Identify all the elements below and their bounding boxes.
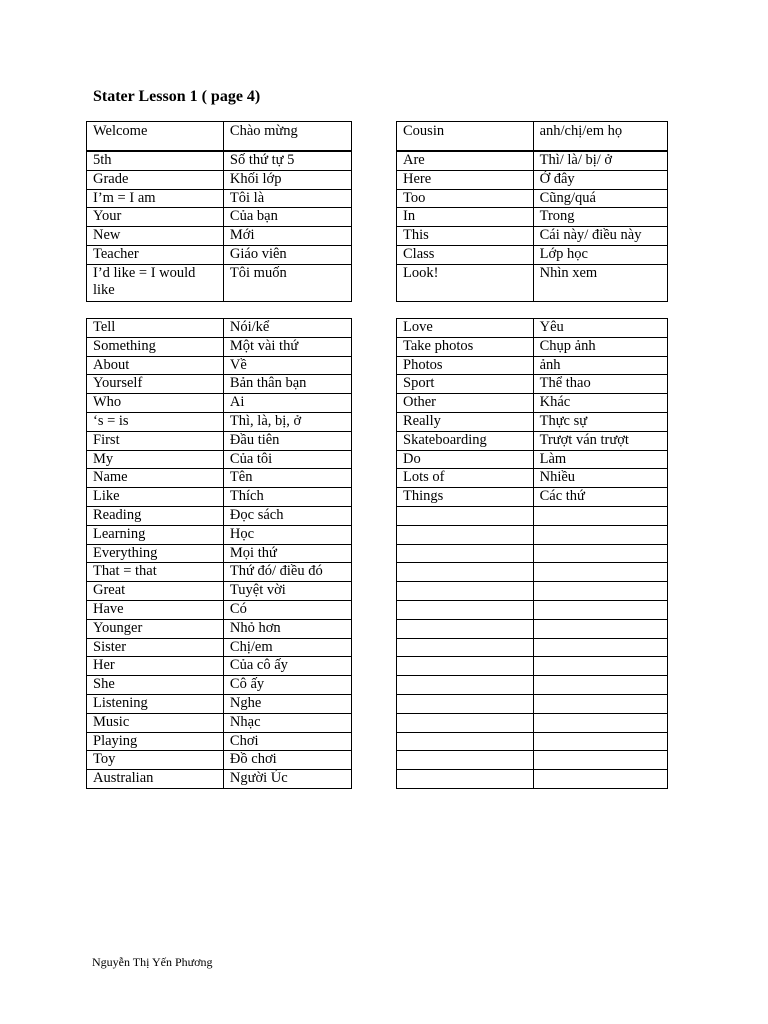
english-word-cell: Lots of — [397, 469, 534, 488]
english-word-cell: Too — [397, 189, 534, 208]
table-row — [87, 619, 352, 638]
vietnamese-meaning-cell: Khối lớp — [223, 170, 351, 189]
english-word-cell: Things — [397, 488, 534, 507]
english-word-cell: Who — [87, 394, 224, 413]
table-row — [397, 638, 668, 657]
vietnamese-meaning-cell — [533, 732, 667, 751]
vietnamese-meaning-cell: Thứ đó/ điều đó — [223, 563, 351, 582]
vietnamese-meaning-cell: Giáo viên — [223, 245, 351, 264]
english-word-cell — [397, 732, 534, 751]
vietnamese-meaning-cell: Tôi muốn — [223, 264, 351, 301]
english-word-cell: Do — [397, 450, 534, 469]
table-row — [397, 713, 668, 732]
vietnamese-meaning-cell: Yêu — [533, 319, 667, 338]
table-row — [87, 122, 352, 152]
table-row — [87, 412, 352, 431]
vietnamese-meaning-cell: ảnh — [533, 356, 667, 375]
vietnamese-meaning-cell: Chị/em — [223, 638, 351, 657]
vietnamese-meaning-cell: Đọc sách — [223, 506, 351, 525]
english-word-cell: My — [87, 450, 224, 469]
vietnamese-meaning-cell: Tuyệt vời — [223, 582, 351, 601]
table-row — [87, 657, 352, 676]
vietnamese-meaning-cell: Nhiều — [533, 469, 667, 488]
table-row — [87, 151, 352, 170]
table-row — [87, 227, 352, 246]
english-word-cell: Are — [397, 151, 534, 170]
english-word-cell: Australian — [87, 770, 224, 789]
vietnamese-meaning-cell — [533, 600, 667, 619]
table-row — [397, 170, 668, 189]
vietnamese-meaning-cell: Trượt ván trượt — [533, 431, 667, 450]
vietnamese-meaning-cell: Ở đây — [533, 170, 667, 189]
table-row — [397, 431, 668, 450]
english-word-cell: Take photos — [397, 337, 534, 356]
english-word-cell — [397, 713, 534, 732]
english-word-cell: Learning — [87, 525, 224, 544]
vietnamese-meaning-cell — [533, 563, 667, 582]
english-word-cell: Here — [397, 170, 534, 189]
vietnamese-meaning-cell: Mọi thứ — [223, 544, 351, 563]
table-row — [397, 770, 668, 789]
english-word-cell — [397, 600, 534, 619]
vietnamese-meaning-cell: Thích — [223, 488, 351, 507]
table-row — [397, 469, 668, 488]
vietnamese-meaning-cell — [533, 638, 667, 657]
vietnamese-meaning-cell: Làm — [533, 450, 667, 469]
vietnamese-meaning-cell: Số thứ tự 5 — [223, 151, 351, 170]
vietnamese-meaning-cell: Cô ấy — [223, 676, 351, 695]
vietnamese-meaning-cell: Có — [223, 600, 351, 619]
table-row — [397, 582, 668, 601]
vocab-table-1-right — [396, 121, 668, 302]
vietnamese-meaning-cell: Thì/ là/ bị/ ở — [533, 151, 667, 170]
vietnamese-meaning-cell: Học — [223, 525, 351, 544]
vietnamese-meaning-cell: Nghe — [223, 694, 351, 713]
vocab-table-2-left — [86, 318, 352, 789]
vietnamese-meaning-cell: Khác — [533, 394, 667, 413]
table-row — [397, 356, 668, 375]
english-word-cell — [397, 619, 534, 638]
table-row — [397, 264, 668, 301]
english-word-cell: Cousin — [397, 122, 534, 152]
table-row — [397, 694, 668, 713]
vietnamese-meaning-cell — [533, 770, 667, 789]
table-row — [397, 732, 668, 751]
table-row — [87, 600, 352, 619]
vietnamese-meaning-cell — [533, 506, 667, 525]
table-row — [87, 638, 352, 657]
table-row — [87, 469, 352, 488]
table-row — [397, 227, 668, 246]
english-word-cell: Sport — [397, 375, 534, 394]
table-row — [397, 619, 668, 638]
table-row — [397, 657, 668, 676]
english-word-cell: Love — [397, 319, 534, 338]
table-row — [397, 337, 668, 356]
table-row — [87, 189, 352, 208]
vietnamese-meaning-cell: Thực sự — [533, 412, 667, 431]
vietnamese-meaning-cell: Chào mừng — [223, 122, 351, 152]
english-word-cell: Photos — [397, 356, 534, 375]
vietnamese-meaning-cell: Thể thao — [533, 375, 667, 394]
vietnamese-meaning-cell: Của cô ấy — [223, 657, 351, 676]
english-word-cell: Her — [87, 657, 224, 676]
vietnamese-meaning-cell: Đầu tiên — [223, 431, 351, 450]
english-word-cell: Everything — [87, 544, 224, 563]
vietnamese-meaning-cell: anh/chị/em họ — [533, 122, 667, 152]
english-word-cell: Great — [87, 582, 224, 601]
english-word-cell: Playing — [87, 732, 224, 751]
english-word-cell — [397, 657, 534, 676]
english-word-cell: This — [397, 227, 534, 246]
vietnamese-meaning-cell: Bản thân bạn — [223, 375, 351, 394]
table-row — [87, 544, 352, 563]
vietnamese-meaning-cell — [533, 619, 667, 638]
table-row — [397, 563, 668, 582]
english-word-cell: Name — [87, 469, 224, 488]
english-word-cell — [397, 676, 534, 695]
table-row — [397, 751, 668, 770]
english-word-cell: First — [87, 431, 224, 450]
english-word-cell — [397, 563, 534, 582]
english-word-cell: Have — [87, 600, 224, 619]
english-word-cell: Yourself — [87, 375, 224, 394]
author-footer: Nguyễn Thị Yến Phương — [92, 955, 213, 969]
table-row — [87, 170, 352, 189]
english-word-cell: 5th — [87, 151, 224, 170]
table-row — [87, 732, 352, 751]
table-row — [87, 337, 352, 356]
english-word-cell: Skateboarding — [397, 431, 534, 450]
table-row — [87, 431, 352, 450]
table-row — [87, 694, 352, 713]
vietnamese-meaning-cell: Người Úc — [223, 770, 351, 789]
english-word-cell: ‘s = is — [87, 412, 224, 431]
vietnamese-meaning-cell: Tôi là — [223, 189, 351, 208]
table-row — [397, 600, 668, 619]
table-row — [397, 151, 668, 170]
table-row — [397, 375, 668, 394]
english-word-cell: Music — [87, 713, 224, 732]
english-word-cell: Class — [397, 245, 534, 264]
english-word-cell — [397, 582, 534, 601]
english-word-cell: That = that — [87, 563, 224, 582]
english-word-cell: In — [397, 208, 534, 227]
table-row — [87, 563, 352, 582]
table-row — [87, 375, 352, 394]
english-word-cell — [397, 638, 534, 657]
english-word-cell: Like — [87, 488, 224, 507]
table-row — [397, 394, 668, 413]
english-word-cell: Welcome — [87, 122, 224, 152]
table-row — [87, 770, 352, 789]
vietnamese-meaning-cell: Chơi — [223, 732, 351, 751]
vietnamese-meaning-cell: Một vài thứ — [223, 337, 351, 356]
english-word-cell: Something — [87, 337, 224, 356]
table-row — [397, 450, 668, 469]
table-row — [397, 189, 668, 208]
vietnamese-meaning-cell: Của bạn — [223, 208, 351, 227]
table-row — [397, 544, 668, 563]
table-row — [87, 751, 352, 770]
english-word-cell: About — [87, 356, 224, 375]
table-row — [397, 525, 668, 544]
english-word-cell: I’d like = I would like — [87, 264, 224, 301]
table-row — [87, 245, 352, 264]
table-row — [397, 245, 668, 264]
table-row — [87, 264, 352, 301]
table-row — [87, 488, 352, 507]
table-row — [87, 450, 352, 469]
vietnamese-meaning-cell — [533, 694, 667, 713]
table-row — [87, 582, 352, 601]
english-word-cell: She — [87, 676, 224, 695]
english-word-cell: Listening — [87, 694, 224, 713]
vietnamese-meaning-cell — [533, 713, 667, 732]
table-row — [87, 319, 352, 338]
english-word-cell: Your — [87, 208, 224, 227]
english-word-cell: I’m = I am — [87, 189, 224, 208]
english-word-cell: Grade — [87, 170, 224, 189]
english-word-cell — [397, 694, 534, 713]
english-word-cell — [397, 770, 534, 789]
english-word-cell: Sister — [87, 638, 224, 657]
vietnamese-meaning-cell: Ai — [223, 394, 351, 413]
table-row — [397, 319, 668, 338]
english-word-cell — [397, 525, 534, 544]
vietnamese-meaning-cell — [533, 657, 667, 676]
english-word-cell: Really — [397, 412, 534, 431]
vietnamese-meaning-cell: Nhìn xem — [533, 264, 667, 301]
vietnamese-meaning-cell: Trong — [533, 208, 667, 227]
english-word-cell: Younger — [87, 619, 224, 638]
table-row — [87, 356, 352, 375]
vocab-table-1-left — [86, 121, 352, 302]
vietnamese-meaning-cell: Thì, là, bị, ở — [223, 412, 351, 431]
english-word-cell: Reading — [87, 506, 224, 525]
vietnamese-meaning-cell — [533, 544, 667, 563]
vietnamese-meaning-cell: Nói/kể — [223, 319, 351, 338]
vietnamese-meaning-cell: Mới — [223, 227, 351, 246]
table-row — [87, 525, 352, 544]
vietnamese-meaning-cell: Cũng/quá — [533, 189, 667, 208]
table-row — [397, 488, 668, 507]
english-word-cell: Other — [397, 394, 534, 413]
vocab-table-2-right — [396, 318, 668, 789]
table-row — [397, 412, 668, 431]
table-row — [397, 122, 668, 152]
vietnamese-meaning-cell: Các thứ — [533, 488, 667, 507]
english-word-cell: Toy — [87, 751, 224, 770]
vietnamese-meaning-cell — [533, 582, 667, 601]
table-row — [87, 713, 352, 732]
vietnamese-meaning-cell: Chụp ảnh — [533, 337, 667, 356]
english-word-cell — [397, 506, 534, 525]
vietnamese-meaning-cell: Nhỏ hơn — [223, 619, 351, 638]
english-word-cell: Look! — [397, 264, 534, 301]
table-row — [397, 208, 668, 227]
english-word-cell — [397, 751, 534, 770]
vietnamese-meaning-cell — [533, 525, 667, 544]
vietnamese-meaning-cell: Đồ chơi — [223, 751, 351, 770]
vietnamese-meaning-cell: Nhạc — [223, 713, 351, 732]
vietnamese-meaning-cell — [533, 676, 667, 695]
table-row — [397, 506, 668, 525]
vietnamese-meaning-cell: Tên — [223, 469, 351, 488]
page-title: Stater Lesson 1 ( page 4) — [93, 88, 261, 105]
english-word-cell: New — [87, 227, 224, 246]
table-row — [87, 394, 352, 413]
table-row — [87, 506, 352, 525]
vietnamese-meaning-cell: Lớp học — [533, 245, 667, 264]
vietnamese-meaning-cell: Về — [223, 356, 351, 375]
vietnamese-meaning-cell: Của tôi — [223, 450, 351, 469]
english-word-cell: Tell — [87, 319, 224, 338]
vietnamese-meaning-cell: Cái này/ điều này — [533, 227, 667, 246]
table-row — [87, 208, 352, 227]
english-word-cell — [397, 544, 534, 563]
table-row — [397, 676, 668, 695]
vietnamese-meaning-cell — [533, 751, 667, 770]
english-word-cell: Teacher — [87, 245, 224, 264]
table-row — [87, 676, 352, 695]
